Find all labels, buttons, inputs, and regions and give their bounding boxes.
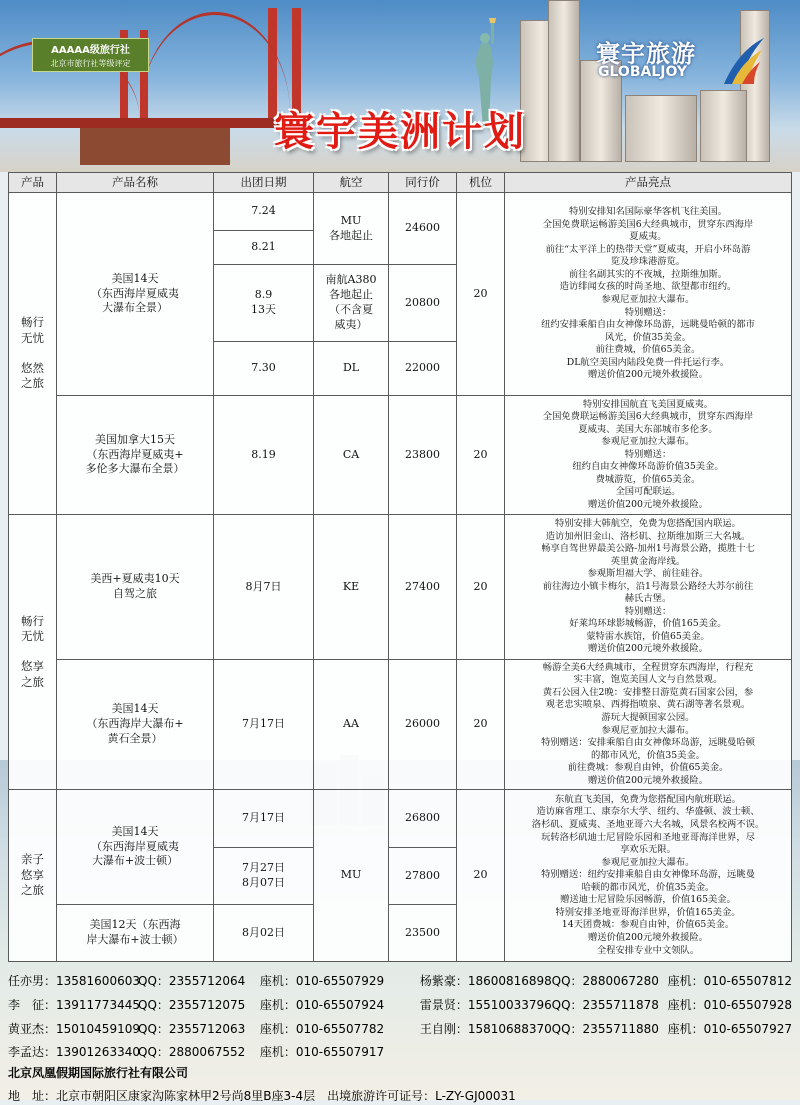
product-name-cell: 美国14天 （东西海岸夏威夷 大瀑布全景） xyxy=(57,193,214,396)
wing-logo-icon xyxy=(722,36,766,86)
globaljoy-logo xyxy=(596,34,766,84)
badge-authority-text: 北京市旅行社等级评定 xyxy=(50,59,131,68)
seats-cell: 20 xyxy=(457,790,505,962)
contact-row: 李孟达：13901263340QQ：2880067552 座机：010-65507917 xyxy=(8,1045,385,1059)
seats-cell: 20 xyxy=(457,660,505,790)
date-cell: 8月02日 xyxy=(214,905,314,962)
price-cell: 23800 xyxy=(389,396,457,515)
table-row xyxy=(9,193,792,231)
table-row xyxy=(9,515,792,660)
highlights-cell: 畅游全美6大经典城市，全程贯穿东西海岸，行程充 实丰富，饱览美国人文与自然景观。 黄石公园入住2晚：安排整日游览黄石国家公园，参 观老忠实喷泉、西拇指喷泉、黄石湖等著名景观。 游玩大提顿国家公园。 参观尼亚加拉大瀑布。 特别赠送：安排乘船自由女神像环岛游，远眺曼哈顿 的都市风光，价值35美金。 前往费城：参观自由钟，价值65美金。 赠送价值200元境外救援险。 xyxy=(505,660,792,790)
product-name-cell: 美国14天 （东西海岸夏威夷 大瀑布+波士顿） xyxy=(57,790,214,905)
tour-product-table xyxy=(8,172,792,962)
airline-cell: KE xyxy=(314,515,389,660)
product-name-cell: 美国14天 （东西海岸大瀑布+ 黄石全景） xyxy=(57,660,214,790)
price-cell: 20800 xyxy=(389,265,457,342)
seats-cell: 20 xyxy=(457,515,505,660)
airline-cell: 南航A380 各地起止 （不含夏 威夷） xyxy=(314,265,389,342)
product-name-cell: 美西+夏威夷10天 自驾之旅 xyxy=(57,515,214,660)
col-header-date: 出团日期 xyxy=(214,173,314,193)
airline-cell: DL xyxy=(314,342,389,396)
date-cell: 8.21 xyxy=(214,231,314,265)
col-header-category: 产品 xyxy=(9,173,57,193)
airline-cell: CA xyxy=(314,396,389,515)
price-cell: 27400 xyxy=(389,515,457,660)
highlights-cell: 特别安排大韩航空，免费为您搭配国内联运。 造访加州旧金山、洛杉矶、拉斯维加斯三大名城。 畅享自驾世界最美公路-加州1号海景公路，揽胜十七 英里黄金海岸线。 参观斯坦福大学、前往硅谷。 前往海边小镇卡梅尔，沿1号海景公路经大苏尔前往 赫氏古堡。 特别赠送： 好莱坞环球影城畅游，价值165美金。 蒙特雷水族馆，价值65美金。 赠送价值200元境外救援险。 xyxy=(505,515,792,660)
header-banner xyxy=(0,0,800,172)
date-cell: 8.9 13天 xyxy=(214,265,314,342)
seats-cell: 20 xyxy=(457,193,505,396)
date-cell: 7月17日 xyxy=(214,660,314,790)
company-name: 北京凤凰假期国际旅行社有限公司 xyxy=(8,1066,189,1080)
table-row xyxy=(9,660,792,790)
col-header-highlights: 产品亮点 xyxy=(505,173,792,193)
col-header-seats: 机位 xyxy=(457,173,505,193)
price-cell: 23500 xyxy=(389,905,457,962)
rating-badge xyxy=(32,38,149,72)
date-cell: 7月27日 8月07日 xyxy=(214,848,314,905)
page-title: 寰宇美洲计划 xyxy=(274,109,526,155)
badge-rating-text: AAAAA级旅行社 xyxy=(51,45,130,56)
product-name-cell: 美国12天（东西海 岸大瀑布+波士顿） xyxy=(57,905,214,962)
category-cell: 畅行 无忧 悠然 之旅 xyxy=(9,193,57,515)
logo-english-text: GLOBALJOY xyxy=(598,64,687,80)
date-cell: 7月17日 xyxy=(214,790,314,848)
company-address: 地 址：北京市朝阳区康家沟陈家林甲2号尚8里B座3-4层 出境旅游许可证号：L-ZY-GJ00031 xyxy=(8,1089,516,1103)
price-cell: 27800 xyxy=(389,848,457,905)
airline-cell: MU xyxy=(314,790,389,962)
date-cell: 7.24 xyxy=(214,193,314,231)
table-row xyxy=(9,790,792,848)
contact-row: 李 征：13911773445QQ：2355712075 座机：010-65507924 雷景贤：15510033796 QQ：2355711878 座机：010-65507928 xyxy=(8,998,792,1012)
highlights-cell: 东航直飞美国，免费为您搭配国内航班联运。 造访麻省理工、康奈尔大学、纽约、华盛顿、波士顿、 洛杉矶、夏威夷、圣地亚哥六大名城，风景名校两不误。 玩转洛杉矶迪士尼冒险乐园和圣地亚哥海洋世界，尽 享欢乐无限。 参观尼亚加拉大瀑布。 特别赠送：纽约安排乘船自由女神像环岛游，远眺曼 哈顿的都市风光，价值35美金。 赠送迪士尼冒险乐园畅游，价值165美金。 特别安排圣地亚哥海洋世界，价值165美金。 14天团费城：参观自由钟，价值65美金。 赠送价值200元境外救援险。 全程安排专业中文领队。 xyxy=(505,790,792,962)
price-cell: 22000 xyxy=(389,342,457,396)
col-header-price: 同行价 xyxy=(389,173,457,193)
date-cell: 8月7日 xyxy=(214,515,314,660)
price-cell: 26800 xyxy=(389,790,457,848)
highlights-cell: 特别安排国航直飞美国夏威夷。 全国免费联运畅游美国6大经典城市，贯穿东西海岸 夏威夷、美国大东部城市多伦多。 参观尼亚加拉大瀑布。 特别赠送： 纽约自由女神像环岛游价值35美金。 费城游览，价值65美金。 全国可配联运。 赠送价值200元境外救援险。 xyxy=(505,396,792,515)
date-cell: 8.19 xyxy=(214,396,314,515)
seats-cell: 20 xyxy=(457,396,505,515)
table-row xyxy=(9,396,792,515)
col-header-airline: 航空 xyxy=(314,173,389,193)
date-cell: 7.30 xyxy=(214,342,314,396)
highlights-cell: 特别安排知名国际豪华客机飞往美国。 全国免费联运畅游美国6大经典城市，贯穿东西海岸 夏威夷。 前往“太平洋上的热带天堂”夏威夷，开启小环岛游 览及珍珠港游览。 前往名副其实的不夜城，拉斯维加斯。 造访绯闻女孩的时尚圣地、欲望都市纽约。 参观尼亚加拉大瀑布。 特别赠送： 纽约安排乘船自由女神像环岛游，远眺曼哈顿的都市 风光，价值35美金。 前往费城，价值65美金。 DL航空美国内陆段免费一件托运行李。 赠送价值200元境外救援险。 xyxy=(505,193,792,396)
price-cell: 26000 xyxy=(389,660,457,790)
category-cell: 畅行 无忧 悠享 之旅 xyxy=(9,515,57,790)
contact-row: 黄亚杰：15010459109QQ：2355712063 座机：010-65507782 王自刚：15810688370 QQ：2355711880 座机：010-65507927 xyxy=(8,1022,792,1036)
logo-chinese-text: 寰宇旅游 xyxy=(596,40,696,68)
airline-cell: MU 各地起止 xyxy=(314,193,389,265)
price-cell: 24600 xyxy=(389,193,457,265)
contact-row: 任亦男：13581600603QQ：2355712064 座机：010-65507929 杨紫豪：18600816898 QQ：2880067280 座机：010-65507812 xyxy=(8,974,792,988)
airline-cell: AA xyxy=(314,660,389,790)
table-header-row xyxy=(9,173,792,193)
col-header-name: 产品名称 xyxy=(57,173,214,193)
product-name-cell: 美国加拿大15天 （东西海岸夏威夷+ 多伦多大瀑布全景） xyxy=(57,396,214,515)
category-cell: 亲子 悠享 之旅 xyxy=(9,790,57,962)
